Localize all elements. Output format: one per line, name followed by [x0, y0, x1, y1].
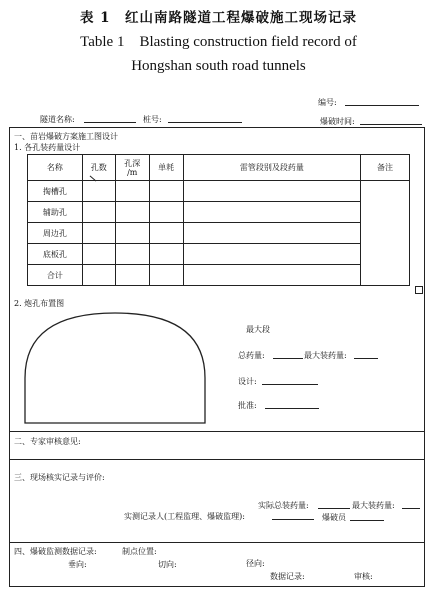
review-label: 审核:: [354, 572, 373, 581]
cell-floor-count[interactable]: [82, 244, 115, 265]
radial-label: 径向:: [246, 559, 265, 568]
cell-perim-depth[interactable]: [115, 223, 149, 244]
blaster-label: 爆破员: [322, 513, 346, 522]
section2-title: 二、专家审核意见:: [14, 437, 81, 446]
approve-label: 批准:: [238, 401, 257, 410]
cell-total-detonator[interactable]: [183, 265, 360, 286]
header-cell-remarks: 备注: [361, 155, 410, 181]
total-charge-field[interactable]: [273, 358, 303, 359]
max-charge-label: 最大装药量:: [304, 351, 347, 360]
divider-section3: [9, 459, 425, 460]
cell-total-depth[interactable]: [115, 265, 149, 286]
tangential-label: 切向:: [158, 560, 177, 569]
cell-perim-count[interactable]: [82, 223, 115, 244]
header-cell-depth: 孔深 /m: [115, 155, 149, 181]
header-cell-detonator: 雷管段别及段药量: [183, 155, 360, 181]
header-cell-count: 孔数: [82, 155, 115, 181]
cell-perim-detonator[interactable]: [183, 223, 360, 244]
actual-max-charge-label: 最大装药量:: [352, 501, 395, 510]
cell-cut-consumption[interactable]: [149, 181, 183, 202]
row-label-cut-hole: 掏槽孔: [28, 181, 83, 202]
cell-cut-detonator[interactable]: [183, 181, 360, 202]
cell-perim-consumption[interactable]: [149, 223, 183, 244]
data-record-label: 数据记录:: [270, 572, 305, 581]
approve-field[interactable]: [265, 408, 319, 409]
cell-floor-consumption[interactable]: [149, 244, 183, 265]
tunnel-name-field[interactable]: [84, 122, 136, 123]
blaster-field[interactable]: [350, 520, 384, 521]
blast-time-field[interactable]: [360, 124, 422, 125]
number-field[interactable]: [345, 105, 419, 106]
cell-aux-consumption[interactable]: [149, 202, 183, 223]
cell-total-count[interactable]: [82, 265, 115, 286]
cell-total-consumption[interactable]: [149, 265, 183, 286]
cell-floor-depth[interactable]: [115, 244, 149, 265]
header-cell-unit-consumption: 单耗: [149, 155, 183, 181]
row-label-auxiliary-hole: 辅助孔: [28, 202, 83, 223]
design-label: 设计:: [238, 377, 257, 386]
title-english-line2: Hongshan south road tunnels: [131, 58, 306, 74]
section3-title: 三、现场核实记录与评价:: [14, 473, 105, 482]
recorder-label: 实测记录人(工程监理、爆破监理):: [124, 512, 245, 521]
total-charge-label: 总药量:: [238, 351, 265, 360]
divider-section4: [9, 542, 425, 543]
section1-title: 一、苗岩爆破方案施工图设计: [14, 132, 118, 141]
tunnel-profile-diagram: [22, 310, 208, 426]
row-label-total: 合计: [28, 265, 83, 286]
chainage-field[interactable]: [168, 122, 242, 123]
section4-title: 四、爆破监测数据记录:: [14, 547, 97, 556]
cell-aux-detonator[interactable]: [183, 202, 360, 223]
number-label: 编号:: [318, 98, 337, 107]
cell-aux-count[interactable]: [82, 202, 115, 223]
cell-floor-detonator[interactable]: [183, 244, 360, 265]
max-charge-field[interactable]: [354, 358, 378, 359]
design-field[interactable]: [262, 384, 318, 385]
cell-cut-depth[interactable]: [115, 181, 149, 202]
actual-total-charge-field[interactable]: [318, 508, 350, 509]
title-english-line1: Table 1 Blasting construction field record of: [80, 34, 357, 50]
row-label-perimeter-hole: 周边孔: [28, 223, 83, 244]
actual-total-charge-label: 实际总装药量:: [258, 501, 309, 510]
section1-sub1: 1. 各孔装药量设计: [14, 143, 81, 152]
title-chinese: 表 1 红山南路隧道工程爆破施工现场记录: [79, 10, 358, 26]
header-cell-name: 名称: [28, 155, 83, 181]
remarks-cell[interactable]: [361, 181, 410, 286]
recorder-field[interactable]: [272, 519, 314, 520]
chainage-label: 桩号:: [143, 115, 162, 124]
row-label-floor-hole: 底板孔: [28, 244, 83, 265]
vertical-label: 垂向:: [68, 560, 87, 569]
actual-max-charge-field[interactable]: [402, 508, 420, 509]
charge-design-table: [27, 154, 410, 286]
measure-point-label: 制点位置:: [122, 547, 157, 556]
cell-cut-count[interactable]: [82, 181, 115, 202]
max-section-label: 最大段: [246, 325, 270, 334]
cell-aux-depth[interactable]: [115, 202, 149, 223]
tunnel-name-label: 隧道名称:: [40, 115, 75, 124]
divider-section2: [9, 431, 425, 432]
section1-sub2: 2. 炮孔布置图: [14, 299, 65, 308]
frame-corner-marker: [415, 286, 423, 294]
blast-time-label: 爆破时间:: [320, 117, 355, 126]
expert-opinion-area[interactable]: [95, 433, 415, 457]
